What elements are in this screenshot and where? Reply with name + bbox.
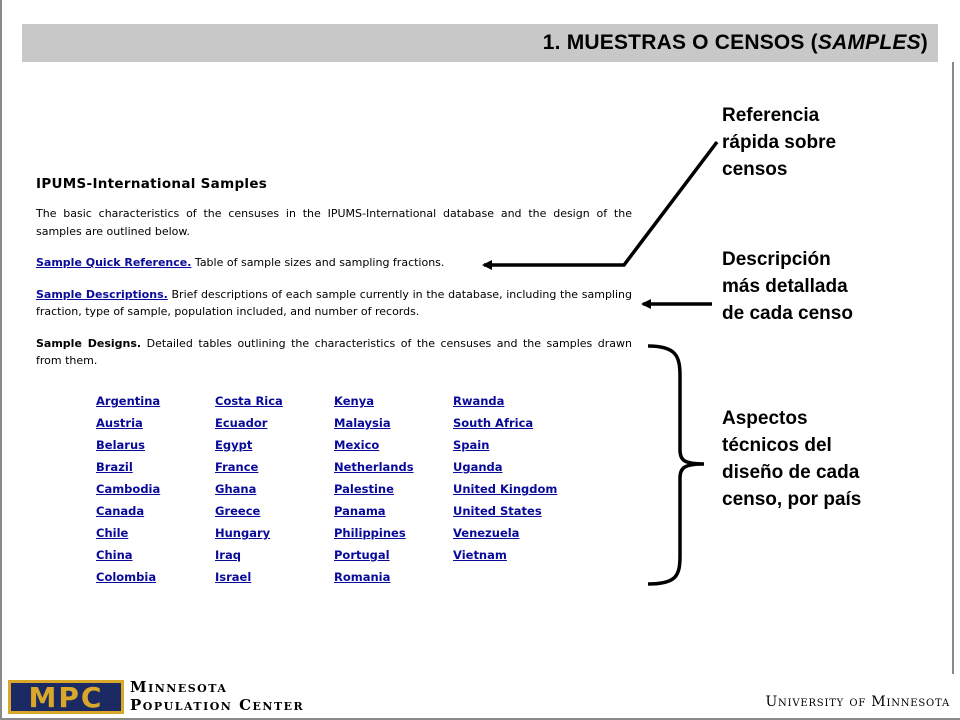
country-link[interactable]: France bbox=[215, 460, 259, 474]
country-link[interactable]: Brazil bbox=[96, 460, 133, 474]
country-link[interactable]: Austria bbox=[96, 416, 143, 430]
annotation-quick-reference: Referencia rápida sobre censos bbox=[722, 105, 837, 180]
university-name: University of Minnesota bbox=[765, 694, 950, 710]
footer-bar bbox=[0, 674, 960, 718]
country-link[interactable]: United Kingdom bbox=[453, 482, 558, 496]
country-link[interactable]: South Africa bbox=[453, 416, 534, 430]
sample-designs-label: Sample Designs. bbox=[36, 336, 142, 350]
annotation-designs: Aspectos técnicos del diseño de cada censo, por país bbox=[722, 408, 862, 510]
mpc-logo bbox=[8, 680, 124, 714]
country-link[interactable]: Ecuador bbox=[215, 416, 268, 430]
country-link[interactable]: Greece bbox=[215, 504, 261, 518]
country-link[interactable]: Chile bbox=[96, 526, 129, 540]
country-link[interactable]: United States bbox=[453, 504, 542, 518]
quick-reference-paragraph: Sample Quick Reference. Table of sample sizes and sampling fractions. bbox=[36, 256, 445, 269]
country-link[interactable]: Uganda bbox=[453, 460, 503, 474]
country-link[interactable]: Mexico bbox=[334, 438, 380, 452]
country-link[interactable]: China bbox=[96, 548, 133, 562]
country-link-grid bbox=[96, 390, 576, 590]
country-column-1 bbox=[96, 390, 216, 588]
country-link[interactable]: Iraq bbox=[215, 548, 241, 562]
country-link[interactable]: Cambodia bbox=[96, 482, 161, 496]
intro-paragraph: The basic characteristics of the censuses in the IPUMS-International database and the design of the samples are outlined below. bbox=[36, 207, 632, 238]
country-link[interactable]: Venezuela bbox=[453, 526, 520, 540]
ipums-samples-screenshot bbox=[36, 176, 632, 384]
descriptions-paragraph: Sample Descriptions. Brief descriptions of each sample currently in the database, including the sampling fraction, type of sample, population included, and number of records. bbox=[36, 287, 632, 318]
country-link[interactable]: Kenya bbox=[334, 394, 374, 408]
country-column-2 bbox=[215, 390, 335, 588]
country-column-3 bbox=[334, 390, 454, 588]
country-link[interactable]: Vietnam bbox=[453, 548, 507, 562]
country-link[interactable]: Palestine bbox=[334, 482, 394, 496]
country-link[interactable]: Egypt bbox=[215, 438, 253, 452]
frame-left-border bbox=[0, 0, 2, 720]
country-link[interactable]: Costa Rica bbox=[215, 394, 283, 408]
country-link[interactable]: Malaysia bbox=[334, 416, 391, 430]
slide-title-bar bbox=[22, 24, 938, 62]
country-link[interactable]: Ghana bbox=[215, 482, 257, 496]
country-link[interactable]: Portugal bbox=[334, 548, 390, 562]
mpc-name: Minnesota Population Center bbox=[130, 678, 305, 714]
country-link[interactable]: Hungary bbox=[215, 526, 271, 540]
country-link[interactable]: Spain bbox=[453, 438, 490, 452]
mpc-logo-text: MPC bbox=[28, 681, 104, 714]
country-link[interactable]: Romania bbox=[334, 570, 391, 584]
country-link[interactable]: Rwanda bbox=[453, 394, 505, 408]
country-link[interactable]: Panama bbox=[334, 504, 386, 518]
sample-descriptions-link[interactable]: Sample Descriptions. bbox=[36, 287, 168, 301]
country-link[interactable]: Belarus bbox=[96, 438, 145, 452]
slide-title: 1. MUESTRAS O CENSOS (SAMPLES) bbox=[542, 31, 928, 54]
designs-paragraph: Sample Designs. Detailed tables outlining the characteristics of the censuses and the samples drawn from them. bbox=[36, 336, 632, 367]
frame-right-border bbox=[952, 62, 954, 674]
country-link[interactable]: Colombia bbox=[96, 570, 157, 584]
country-link[interactable]: Philippines bbox=[334, 526, 406, 540]
country-link[interactable]: Argentina bbox=[96, 394, 161, 408]
ipums-heading: IPUMS-International Samples bbox=[36, 176, 268, 192]
brace-designs bbox=[648, 346, 704, 584]
country-link[interactable]: Canada bbox=[96, 504, 145, 518]
country-link[interactable]: Israel bbox=[215, 570, 252, 584]
country-link[interactable]: Netherlands bbox=[334, 460, 414, 474]
annotation-descriptions: Descripción más detallada de cada censo bbox=[722, 249, 853, 324]
country-column-4 bbox=[453, 390, 573, 566]
sample-quick-reference-link[interactable]: Sample Quick Reference. bbox=[36, 256, 192, 269]
